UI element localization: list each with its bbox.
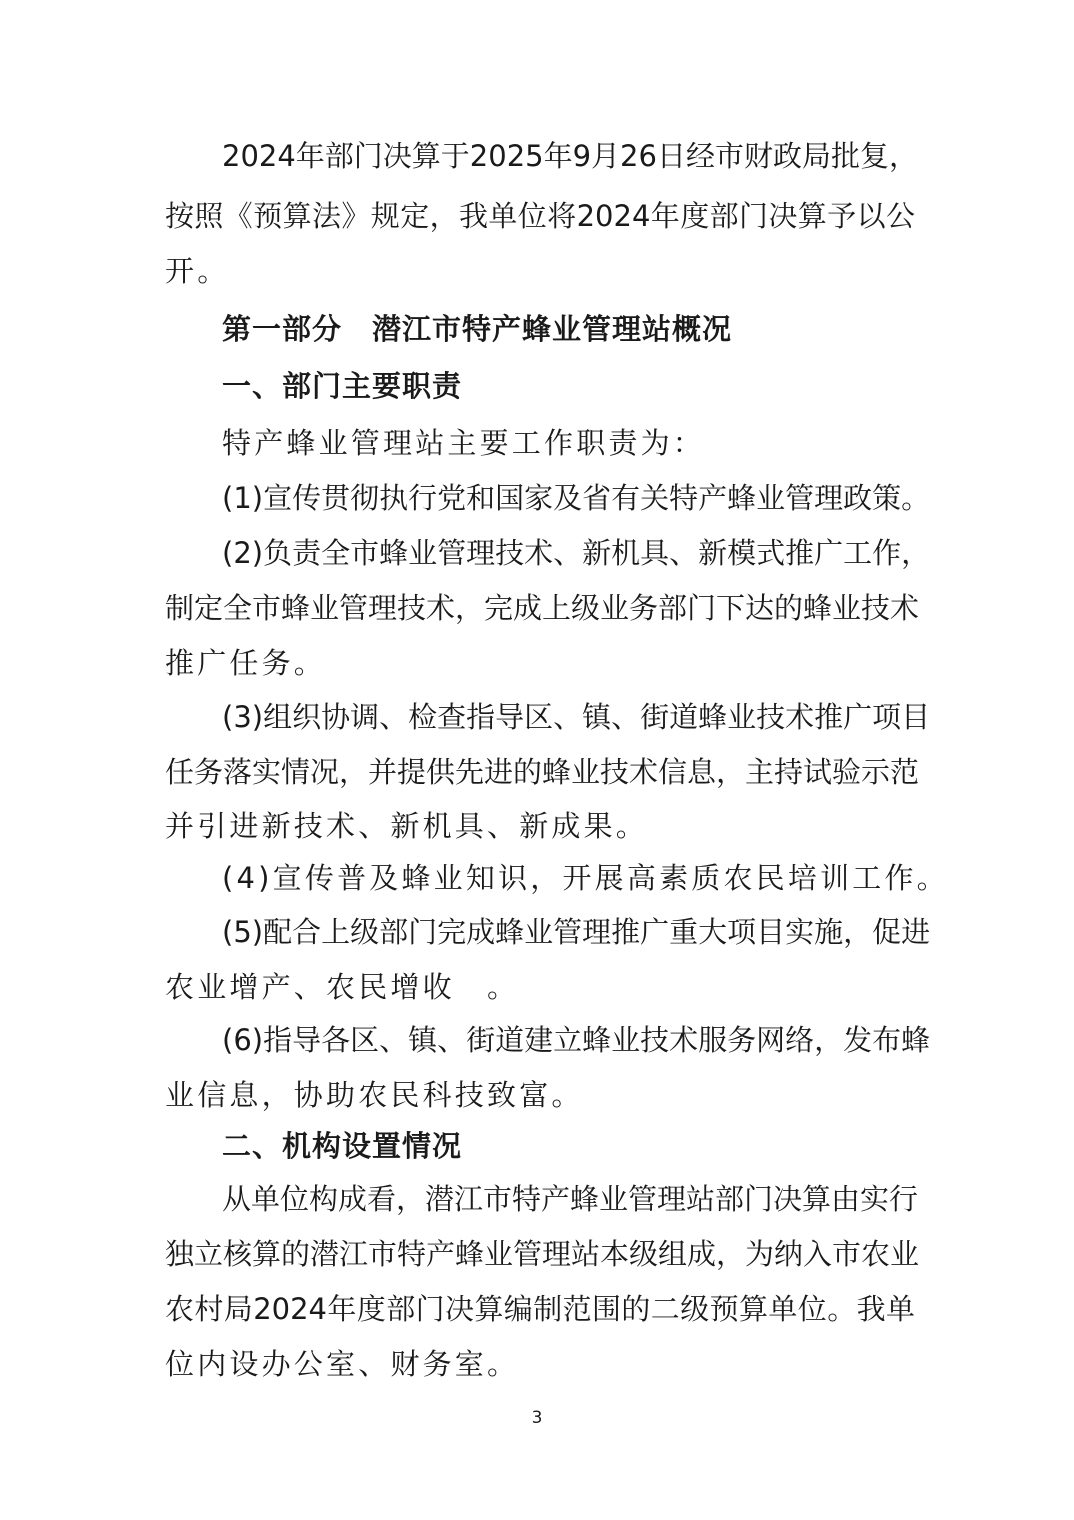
section1-heading: 一、部门主要职责 (222, 369, 463, 403)
duty-3-line-2: 任务落实情况，并提供先进的蜂业技术信息，主持试验示范 (165, 755, 920, 789)
duty-2-line-3: 推广任务。 (165, 646, 327, 680)
duty-5-line-1: (5)配合上级部门完成蜂业管理推广重大项目实施，促进 (222, 915, 931, 949)
duties-intro: 特产蜂业管理站主要工作职责为： (222, 426, 706, 460)
intro-line-3: 开。 (165, 254, 230, 288)
section2-heading: 二、机构设置情况 (222, 1129, 463, 1163)
duty-2-line-1: (2)负责全市蜂业管理技术、新机具、新模式推广工作， (222, 536, 931, 570)
duty-5-line-2: 农业增产、农民增收 。 (165, 970, 520, 1004)
duty-3-line-1: (3)组织协调、检查指导区、镇、街道蜂业技术推广项目 (222, 700, 931, 734)
duty-3-line-3: 并引进新技术、新机具、新成果。 (165, 809, 649, 843)
org-line-2: 独立核算的潜江市特产蜂业管理站本级组成，为纳入市农业 (165, 1237, 920, 1271)
duty-4: (4)宣传普及蜂业知识，开展高素质农民培训工作。 (222, 861, 949, 895)
org-line-1: 从单位构成看，潜江市特产蜂业管理站部门决算由实行 (222, 1182, 919, 1216)
duty-6-line-1: (6)指导各区、镇、街道建立蜂业技术服务网络，发布蜂 (222, 1023, 931, 1057)
intro-line-2: 按照《预算法》规定，我单位将2024年度部门决算予以公 (165, 199, 915, 233)
org-line-3: 农村局2024年度部门决算编制范围的二级预算单位。我单 (165, 1292, 915, 1326)
duty-1: (1)宣传贯彻执行党和国家及省有关特产蜂业管理政策。 (222, 481, 931, 515)
duty-2-line-2: 制定全市蜂业管理技术，完成上级业务部门下达的蜂业技术 (165, 591, 920, 625)
intro-line-1: 2024年部门决算于2025年9月26日经市财政局批复， (222, 139, 918, 173)
org-line-4: 位内设办公室、财务室。 (165, 1347, 520, 1381)
part1-heading: 第一部分 潜江市特产蜂业管理站概况 (222, 312, 733, 346)
duty-6-line-2: 业信息，协助农民科技致富。 (165, 1078, 584, 1112)
page-number: 3 (531, 1408, 543, 1428)
